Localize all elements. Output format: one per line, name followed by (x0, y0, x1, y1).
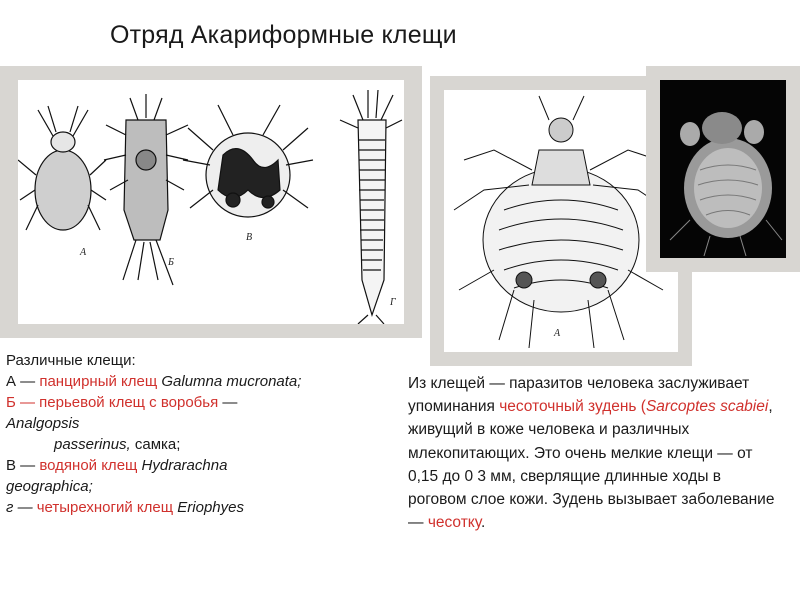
mites-figure-frame (0, 66, 422, 338)
caption-line-b2 (6, 434, 406, 455)
mites-illustration (18, 80, 404, 324)
mite-hydrarachna-drawing (183, 105, 313, 217)
micrograph-photo (660, 80, 786, 258)
micrograph-frame (646, 66, 800, 272)
caption-a-red: панцирный клещ (39, 373, 162, 390)
caption-d-genus: Eriophyes (177, 499, 244, 516)
panel-label-b: Б (168, 257, 174, 268)
sarcoptes-description (408, 372, 783, 534)
sarcoptes-figure (444, 90, 678, 352)
desc-sarcoptes-latin: Sarcoptes scabiei (645, 398, 769, 416)
mite-analgopsis-drawing (104, 94, 188, 285)
caption-line-b (6, 392, 406, 413)
caption-c-species: geographica; (6, 478, 93, 495)
mite-galumna-drawing (18, 106, 106, 230)
desc-end: . (480, 514, 486, 532)
caption-line-a (6, 371, 406, 392)
caption-c-red: водяной клещ (39, 457, 142, 474)
caption-line-d (6, 497, 406, 518)
caption-d-prefix: г — (6, 499, 37, 516)
mite-eriophyes-drawing (340, 90, 402, 324)
sarcoptes-panel-label: А (554, 328, 561, 339)
sarcoptes-illustration (444, 90, 678, 352)
caption-b-genus: Analgopsis (6, 415, 80, 432)
desc-sarcoptes-name: чесоточный зудень ( (499, 398, 646, 416)
caption-d-red: четырехногий клещ (36, 499, 178, 516)
caption-b-dash: — (218, 394, 238, 411)
caption-b-rest: самка; (130, 436, 181, 453)
panel-label-v: В (246, 232, 253, 243)
panel-label-g: Г (390, 297, 396, 308)
desc-body: , живущий в коже человека и различных млекопитающих. Это очень мелкие клещи — от 0,15 до 0 3 мм, сверлящие длинные ходы в роговом слое кожи. Зудень вызывает заболевание— (408, 398, 775, 532)
desc-intro: Из клещей — паразитов человека заслуживает упоминания (408, 375, 750, 416)
mites-figure (18, 80, 404, 324)
mites-caption (6, 350, 406, 518)
caption-c-prefix: В — (6, 457, 40, 474)
caption-c-genus: Hydrarachna (141, 457, 228, 474)
caption-line-c (6, 455, 406, 476)
caption-heading: Различные клещи: (6, 352, 136, 369)
caption-a-species: Galumna mucronata; (161, 373, 302, 390)
desc-disease: чесотку (427, 514, 481, 532)
caption-b-species: passerinus, (54, 436, 131, 453)
page-title: Отряд Акариформные клещи (110, 21, 457, 49)
panel-label-a: А (80, 247, 87, 258)
caption-b-red: Б — перьевой клещ с воробья (6, 394, 219, 411)
sem-mite-image (660, 80, 786, 258)
caption-a-prefix: А — (6, 373, 40, 390)
